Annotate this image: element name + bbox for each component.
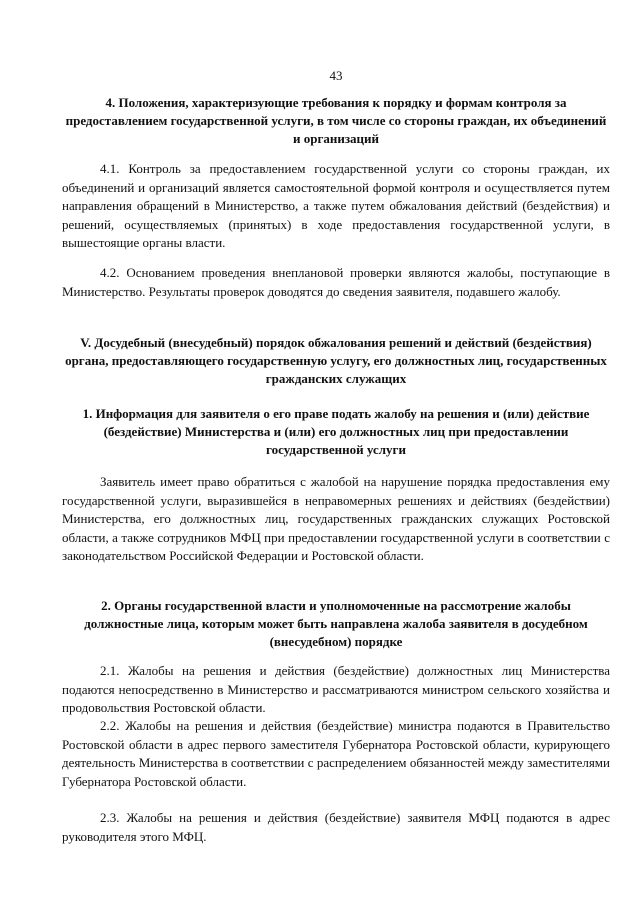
section-5-heading: V. Досудебный (внесудебный) порядок обжалования решений и действий (бездействия) органа, предоставляющего государственную услугу, его должностных лиц, государственных гражданских служащих: [65, 335, 607, 386]
paragraph-sub1: Заявитель имеет право обратиться с жалобой на нарушение порядка предоставления ему государственной услуги, выразившейся в неправомерных решениях и действиях (бездействии) Министерства, его должностных лиц, государственных гражданских служащих Ростовской области, а также сотрудников МФЦ при предоставлении государственной услуги в соответствии с законодательством Российской Федерации и Ростовской области.: [62, 474, 610, 563]
page-number: 43: [329, 68, 343, 83]
paragraph-2-2: 2.2. Жалобы на решения и действия (бездействие) министра подаются в Правительство Ростовской области в адрес первого заместителя Губернатора Ростовской области, курирующего деятельность Министерства в соответствии с распределением обязанностей между заместителями Губернатора Ростовской области.: [62, 718, 610, 789]
subsection-2-heading: 2. Органы государственной власти и уполномоченные на рассмотрение жалобы должностные лица, которым может быть направлена жалоба заявителя в досудебном (внесудебном) порядке: [84, 598, 588, 649]
section-4-heading: 4. Положения, характеризующие требования к порядку и формам контроля за предоставлением государственной услуги, в том числе со стороны граждан, их объединений и организаций: [65, 95, 607, 146]
paragraph-2-1: 2.1. Жалобы на решения и действия (бездействие) должностных лиц Министерства подаются непосредственно в Министерство и рассматриваются министром сельского хозяйства и продовольствия Ростовской области.: [62, 663, 610, 715]
paragraph-2-3: 2.3. Жалобы на решения и действия (бездействие) заявителя МФЦ подаются в адрес руководителя этого МФЦ.: [62, 810, 610, 844]
subsection-1-heading: 1. Информация для заявителя о его праве подать жалобу на решения и (или) действие (бездействие) Министерства и (или) его должностных лиц при предоставлении государственной услуги: [82, 406, 590, 457]
paragraph-4-1: 4.1. Контроль за предоставлением государственной услуги со стороны граждан, их объединений и организаций является самостоятельной формой контроля и осуществляется путем направления обращений в Министерство, а также путем обжалования действий (бездействия) и решений, осуществляемых (принятых) в ходе предоставления государственной услуги, в вышестоящие органы власти.: [62, 161, 610, 250]
paragraph-4-2: 4.2. Основанием проведения внеплановой проверки являются жалобы, поступающие в Министерство. Результаты проверок доводятся до сведения заявителя, подавшего жалобу.: [62, 265, 610, 299]
